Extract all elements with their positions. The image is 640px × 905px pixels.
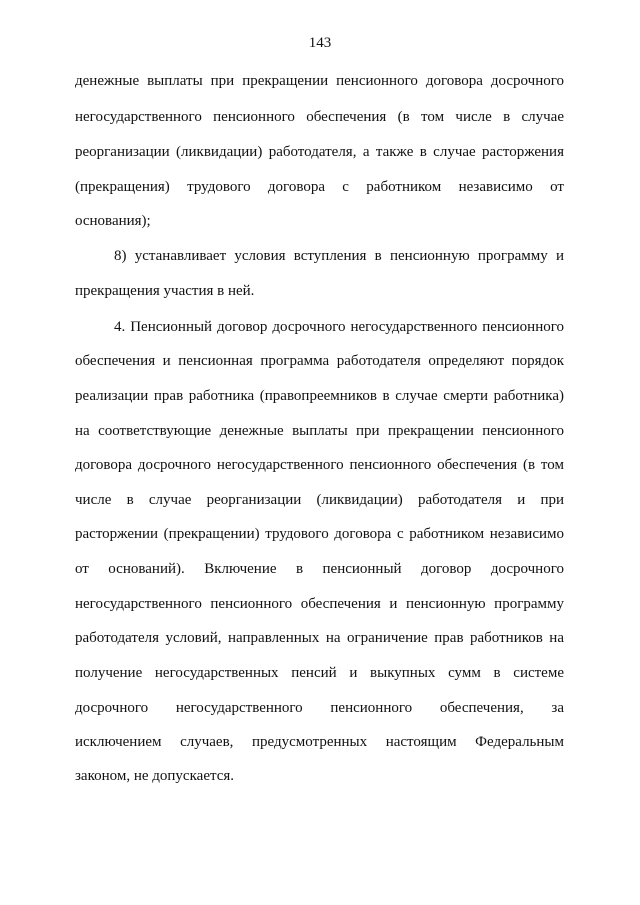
text-line: от оснований). Включение в пенсионный договор досрочного	[75, 561, 564, 577]
text-line: 8) устанавливает условия вступления в пенсионную программу и	[114, 248, 564, 264]
text-line: денежные выплаты при прекращении пенсионного договора досрочного	[75, 73, 564, 89]
page-number: 143	[308, 35, 332, 51]
text-line: числе в случае реорганизации (ликвидации) работодателя и при	[75, 492, 564, 508]
text-line: прекращения участия в ней.	[75, 283, 255, 299]
text-line: досрочного негосударственного пенсионного обеспечения, за	[75, 700, 564, 716]
text-line: негосударственного пенсионного обеспечения (в том числе в случае	[75, 109, 564, 125]
text-line: работодателя условий, направленных на ограничение прав работников на	[75, 630, 564, 646]
text-line: основания);	[75, 213, 151, 229]
text-line: получение негосударственных пенсий и выкупных сумм в системе	[75, 665, 564, 681]
text-line: договора досрочного негосударственного пенсионного обеспечения (в том	[75, 457, 564, 473]
text-line: реализации прав работника (правопреемников в случае смерти работника)	[75, 388, 564, 404]
text-line: реорганизации (ликвидации) работодателя, а также в случае расторжения	[75, 144, 564, 160]
text-line: (прекращения) трудового договора с работником независимо от	[75, 179, 564, 195]
text-line: законом, не допускается.	[75, 768, 235, 784]
text-line: негосударственного пенсионного обеспечения и пенсионную программу	[75, 596, 564, 612]
text-line: исключением случаев, предусмотренных настоящим Федеральным	[75, 734, 564, 750]
text-line: на соответствующие денежные выплаты при прекращении пенсионного	[75, 423, 564, 439]
text-line: обеспечения и пенсионная программа работодателя определяют порядок	[75, 353, 564, 369]
text-line: расторжении (прекращении) трудового договора с работником независимо	[75, 526, 564, 542]
text-line: 4. Пенсионный договор досрочного негосударственного пенсионного	[114, 319, 564, 335]
